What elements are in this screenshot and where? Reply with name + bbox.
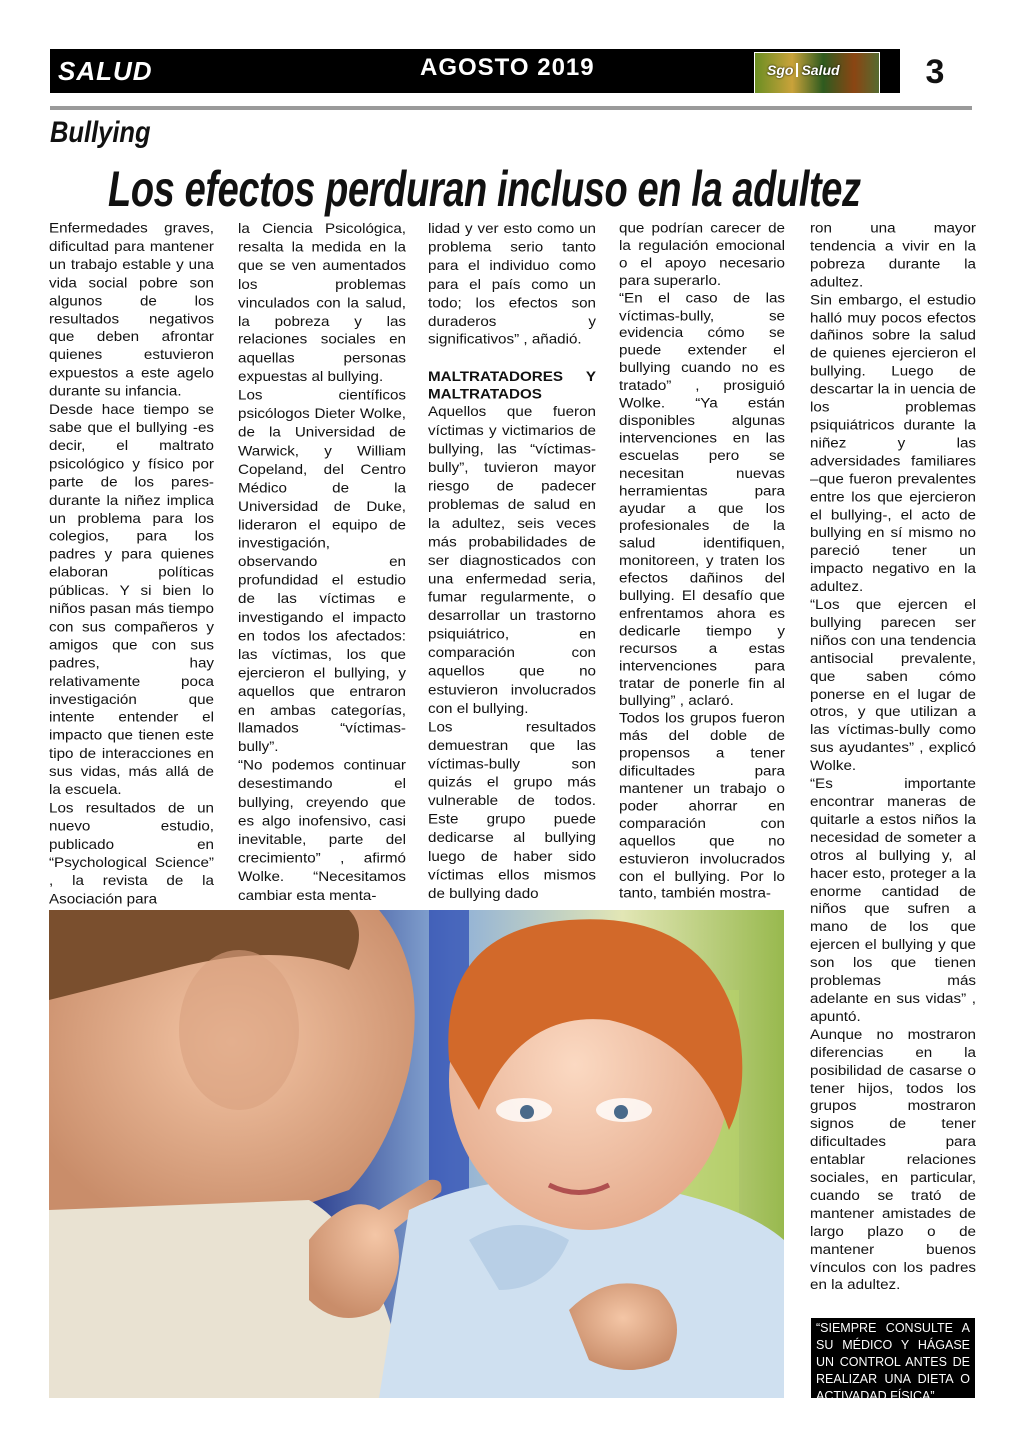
publication-logo [754, 52, 880, 94]
paragraph: Enfermedades graves, dificultad para mantener un trabajo estable y una vida social pobre son algunos de los resultados negativos que deben afrontar quienes estuvieron expuestos a este agelo durante su infancia. [49, 220, 214, 400]
paragraph: “No podemos continuar desestimando el bullying, creyendo que es algo inofensivo, casi inevitable, parte del crecimiento” , afirmó Wolke. “Necesitamos cambiar esta menta- [238, 757, 406, 904]
article-photo [49, 910, 784, 1398]
paragraph: Aquellos que fueron víctimas y victimarios de bullying, las “víctimas-bully”, tuvieron mayor riesgo de padecer problemas de salud en la adultez, seis veces más probabilidades de ser diagnosticados con una enfermedad seria, fumar regularmente, o desarrollar un trastorno psiquiátrico, en comparación con aquellos que no estuvieron involucrados con el bullying. [428, 404, 596, 717]
health-notice-box [811, 1318, 975, 1403]
article-kicker: Bullying [50, 116, 151, 149]
paragraph: “Los que ejercen el bullying parecen ser niños con una tendencia antisocial prevalente, que saben cómo ponerse en el lugar de otros, y que utilizan a las víctimas-bully como sus ayudantes” , explicó Wolke. [810, 597, 976, 774]
page-number: 3 [900, 48, 970, 94]
bullying-photo-illustration [49, 910, 784, 1398]
paragraph: ron una mayor tendencia a vivir en la pobreza durante la adultez. [810, 220, 976, 290]
article-column-4 [619, 220, 785, 903]
paragraph: Todos los grupos fueron más del doble de propensos a tener dificultades para mantener un trabajo o poder ahorrar en comparación con aquellos que no estuvieron involucrados con el bullying. Por lo tanto, también mostra- [619, 711, 785, 902]
paragraph: Sin embargo, el estudio halló muy pocos efectos dañinos sobre la salud de quienes ejercieron el bullying. Luego de descartar la in uencia de los problemas psiquiátricos durante la niñez y las adversidades familiares –que fueron prevalentes entre los que ejercieron el bullying-, el acto de bullying en sí mismo no pareció tener un impacto negativo en la adultez. [810, 292, 976, 595]
paragraph: Desde hace tiempo se sabe que el bullying -es decir, el maltrato psicológico y físico por parte de los pares- durante la niñez implica un problema para los colegios, para los padres y para quienes elaboran políticas públicas. Y si bien lo niños pasan más tiempo con sus compañeros y amigos que con sus padres, hay relativamente poca investigación que intente entender el impacto que tienen este tipo de interacciones en sus vidas, más allá de la escuela. [49, 402, 214, 798]
section-label: SALUD [58, 56, 153, 86]
health-notice-text: “SIEMPRE CONSULTE A SU MÉDICO Y HÁGASE UN CONTROL ANTES DE REALIZAR UNA DIETA O ACTIVADAD FÍSICA” [816, 1321, 970, 1403]
issue-date: AGOSTO 2019 [420, 54, 595, 81]
article-column-3 [428, 220, 596, 903]
subheading: MALTRATADORES Y MALTRATADOS [428, 369, 596, 403]
paragraph: “Es importante encontrar maneras de quitarle a estos niños la necesidad de someter a otros al bullying y, al hacer esto, proteger a la enorme cantidad de niños que sufren a mano de los que ejercen el bullying y que son los que tienen problemas más adelante en sus vidas” , apuntó. [810, 776, 976, 1025]
paragraph: que podrían carecer de la regulación emocional o el apoyo necesario para superarlo. [619, 220, 785, 289]
logo-text: Sgo Salud [767, 62, 840, 78]
article-column-2 [238, 220, 406, 905]
article-column-1 [49, 220, 214, 908]
paragraph: Los científicos psicólogos Dieter Wolke, de la Universidad de Warwick, y William Copeland, del Centro Médico de la Universidad de Duke, lideraron el equipo de investigación, observando en profundidad el estudio de las víctimas e investigando el impacto en todos los afectados: las víctimas, los que ejercieron el bullying, y aquellos que entraron en ambas categorías, llamados “víctimas-bully”. [238, 387, 406, 756]
paragraph: Aunque no mostraron diferencias en la posibilidad de casarse o tener hijos, todos los grupos mostraron signos de tener dificultades para entablar relaciones sociales, en particular, cuando se trató de mantener amistades de largo plazo o de mantener buenos vínculos con los padres en la adultez. [810, 1027, 976, 1294]
paragraph: “En el caso de las víctimas-bully, se evidencia cómo se puede extender el bullying cuando no es tratado” , prosiguió Wolke. “Ya están disponibles algunas intervenciones en las escuelas pero se necesitan nuevas herramientas para ayudar a que los profesionales de la salud identifiquen, monitoreen, y traten los efectos dañinos del bullying. El desafío que enfrentamos ahora es dedicarle tiempo y recursos a estas intervenciones para tratar de ponerle fin al bullying” , aclaró. [619, 290, 785, 709]
paragraph: lidad y ver esto como un problema serio tanto para el individuo como para el país como un todo; los efectos son duraderos y significativos” , añadió. [428, 220, 596, 348]
article-column-5 [810, 220, 976, 1295]
article-headline: Los efectos perduran incluso en la adultez [108, 161, 861, 217]
paragraph: Los resultados de un nuevo estudio, publicado en “Psychological Science” , la revista de la Asociación para [49, 800, 214, 907]
paragraph: Los resultados demuestran que las víctimas-bully son quizás el grupo más vulnerable de todos. Este grupo puede dedicarse al bullying luego de haber sido víctimas ellos mismos de bullying dado [428, 719, 596, 902]
header-rule [50, 106, 972, 110]
paragraph: la Ciencia Psicológica, resalta la medida en la que se ven aumentados los problemas vinculados con la salud, la pobreza y las relaciones sociales en aquellas personas expuestas al bullying. [238, 220, 406, 385]
